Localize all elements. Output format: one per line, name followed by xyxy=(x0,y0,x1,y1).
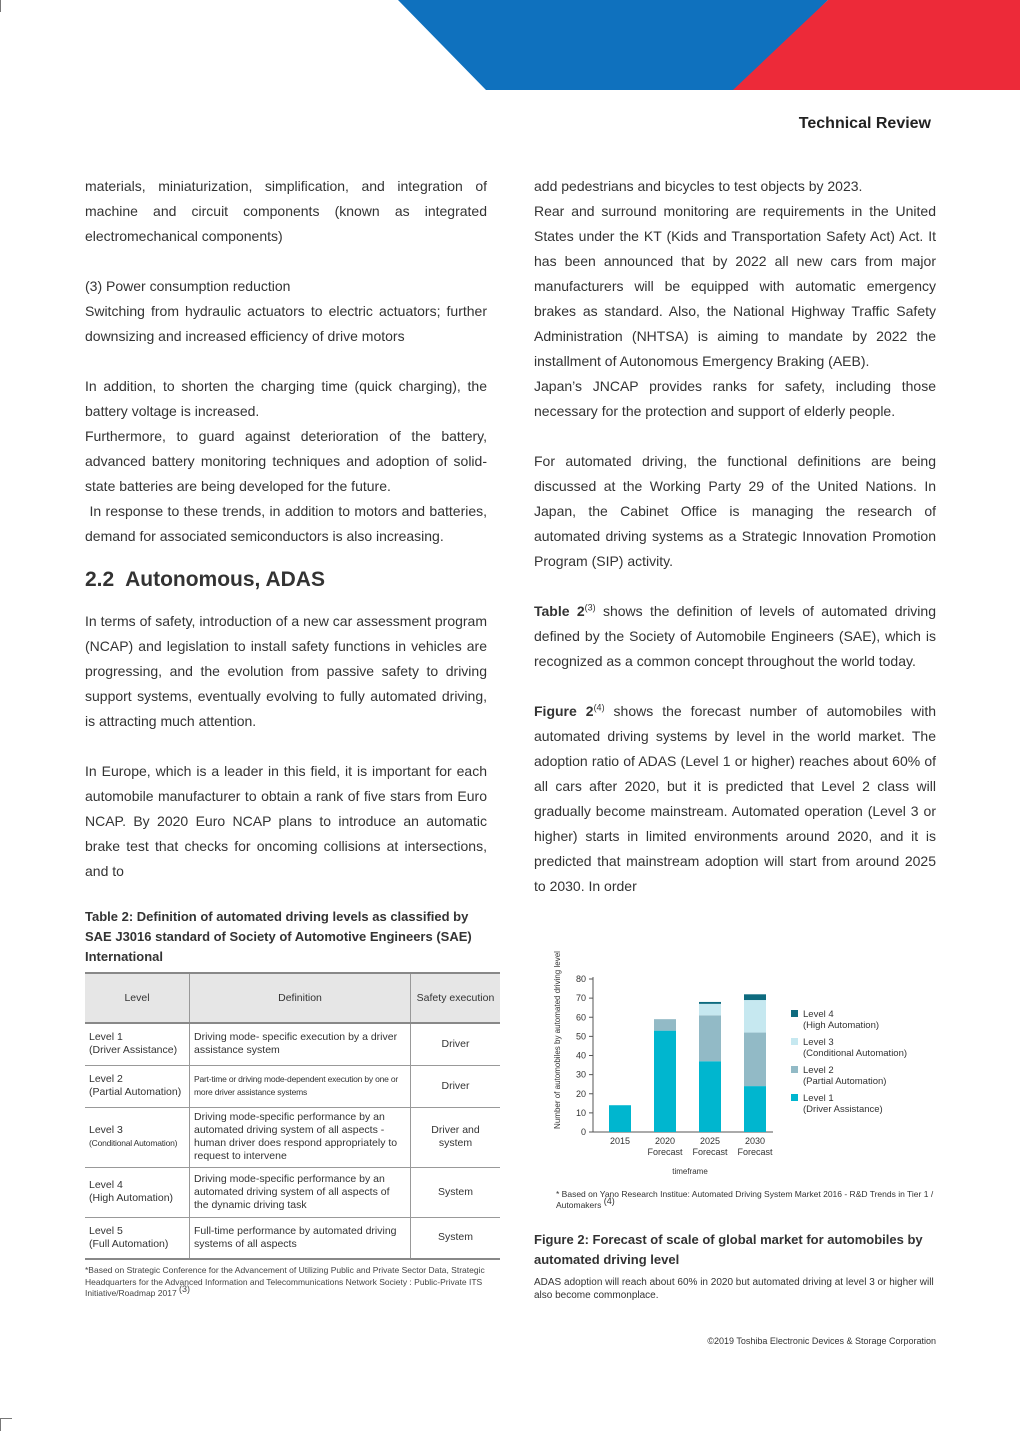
table-row xyxy=(85,1023,500,1065)
legend-swatch xyxy=(791,1066,798,1073)
bar-segment xyxy=(744,1033,766,1087)
definition-cell: Driving mode- specific execution by a driver assistance system xyxy=(190,1023,411,1065)
figure-source-note: * Based on Yano Research Institue: Automated Driving System Market 2016 - R&D Trends in Tier 1 / Automakers (4) xyxy=(556,1189,934,1210)
legend-label: Level 4 xyxy=(803,1009,834,1020)
section-heading: 2.2 Autonomous, ADAS xyxy=(85,568,325,591)
crop-mark xyxy=(0,0,1,12)
y-tick-label: 40 xyxy=(575,1050,586,1061)
bar-segment xyxy=(609,1105,631,1132)
paragraph xyxy=(534,599,936,674)
level-cell: Level 3 (Conditional Automation) xyxy=(85,1107,190,1167)
definition-cell: Full-time performance by automated driving systems of all aspects xyxy=(190,1217,411,1259)
execution-cell: Driver xyxy=(411,1023,501,1065)
crop-mark xyxy=(0,1418,12,1419)
figure-caption: Figure 2: Forecast of scale of global market for automobiles by automated driving level xyxy=(534,1232,923,1267)
paragraph xyxy=(534,699,936,899)
definition-cell: Driving mode-specific performance by an automated driving system of all aspects of the dynamic driving task xyxy=(190,1167,411,1217)
bar-segment xyxy=(654,1031,676,1132)
citation: (4) xyxy=(593,702,605,713)
execution-cell: System xyxy=(411,1217,501,1259)
level-cell: Level 2 (Partial Automation) xyxy=(85,1065,190,1107)
x-tick-label: 2025 xyxy=(699,1136,721,1146)
legend-label: Level 3 xyxy=(803,1037,834,1048)
x-axis-label: timeframe xyxy=(672,1167,708,1176)
paragraph: Switching from hydraulic actuators to electric actuators; further downsizing and increased efficiency of drive motors xyxy=(85,303,487,344)
column-header: Definition xyxy=(190,973,411,1023)
header-banner xyxy=(0,0,1020,90)
bar-segment xyxy=(744,994,766,1000)
bar-segment xyxy=(744,1000,766,1033)
crop-mark xyxy=(0,1418,1,1431)
x-tick-label: Forecast xyxy=(647,1147,683,1157)
forecast-chart xyxy=(548,940,938,1185)
x-tick-label: 2030 xyxy=(744,1136,766,1146)
y-tick-label: 80 xyxy=(575,974,586,984)
right-column xyxy=(534,174,936,899)
y-axis-label: Number of automobiles by automated driving level xyxy=(553,951,562,1129)
levels-table xyxy=(85,972,500,1260)
table-row xyxy=(85,1107,500,1167)
level-cell: Level 1 (Driver Assistance) xyxy=(85,1023,190,1065)
figure-reference: Figure 2 xyxy=(534,703,594,719)
table-row xyxy=(85,1167,500,1217)
legend-swatch xyxy=(791,1038,798,1045)
paragraph: In Europe, which is a leader in this field, it is important for each automobile manufacturer to obtain a rank of five stars from Euro NCAP. By 2020 Euro NCAP plans to introduce an automatic brake test that checks for oncoming collisions at intersections, and to xyxy=(85,763,487,879)
table-footnote: *Based on Strategic Conference for the Advancement of Utilizing Public and Private Sector Data, Strategic Headquarters for the Advanced Information and Telecommunications Network Society : Public-Private ITS Initiative/Roadmap 2017 (3) xyxy=(85,1265,485,1298)
table-row xyxy=(85,1217,500,1259)
bar-segment xyxy=(699,1015,721,1061)
y-tick-label: 30 xyxy=(575,1069,586,1080)
paragraph-text: shows the forecast number of automobiles with automated driving systems by level in the world market. The adoption ratio of ADAS (Level 1 or higher) reaches about 60% of all cars after 2020, but it is predicted that Level 2 class will gradually become mainstream. Automated operation (Level 3 or higher) starts in limited environments around 2020, and it is predicted that mainstream adoption will start from around 2025 to 2030. In order xyxy=(534,703,936,894)
legend-label: Level 1 xyxy=(803,1093,834,1104)
bar-segment xyxy=(654,1019,676,1030)
y-tick-label: 70 xyxy=(575,993,586,1004)
x-tick-label: 2015 xyxy=(609,1136,631,1146)
bar-segment xyxy=(699,1061,721,1132)
figure-subcaption: ADAS adoption will reach about 60% in 2020 but automated driving at level 3 or higher will also become commonplace. xyxy=(534,1277,934,1301)
table-row xyxy=(85,1065,500,1107)
citation: (3) xyxy=(584,602,596,613)
table-header-row xyxy=(85,973,500,1023)
column-header: Safety execution xyxy=(411,973,501,1023)
copyright: ©2019 Toshiba Electronic Devices & Storage Corporation xyxy=(707,1336,936,1346)
left-column xyxy=(85,174,491,884)
execution-cell: System xyxy=(411,1167,501,1217)
paragraph: Japan’s JNCAP provides ranks for safety, including those necessary for the protection and support of elderly people. xyxy=(534,378,936,419)
section-title: Technical Review xyxy=(798,115,931,132)
legend-swatch xyxy=(791,1010,798,1017)
definition-cell: Part-time or driving mode-dependent execution by one or more driver assistance systems xyxy=(190,1065,411,1107)
table-caption: Table 2: Definition of automated driving levels as classified by SAE J3016 standard of Society of Automotive Engineers (SAE) International xyxy=(85,909,472,964)
definition-cell: Driving mode-specific performance by an automated driving system of all aspects - human driver does respond appropriately to request to intervene xyxy=(190,1107,411,1167)
paragraph: In addition, to shorten the charging time (quick charging), the battery voltage is increased. xyxy=(85,378,487,419)
y-tick-label: 50 xyxy=(575,1031,586,1042)
paragraph: In terms of safety, introduction of a new car assessment program (NCAP) and legislation to install safety functions in vehicles are progressing, and the evolution from passive safety to driving support systems, eventually evolving to fully automated driving, is attracting much attention. xyxy=(85,613,487,729)
paragraph: For automated driving, the functional definitions are being discussed at the Working Party 29 of the United Nations. In Japan, the Cabinet Office is managing the research of automated driving systems as a Strategic Innovation Promotion Program (SIP) activity. xyxy=(534,453,936,569)
bar-segment xyxy=(699,1004,721,1015)
y-tick-label: 60 xyxy=(575,1012,586,1023)
paragraph-text: shows the definition of levels of automated driving defined by the Society of Automobile Engineers (SAE), which is recognized as a common concept throughout the world today. xyxy=(534,603,936,669)
y-tick-label: 0 xyxy=(580,1127,586,1137)
legend-sublabel: (Conditional Automation) xyxy=(803,1048,908,1059)
bar-segment xyxy=(699,1002,721,1004)
table-reference: Table 2 xyxy=(534,603,585,619)
x-tick-label: 2020 xyxy=(654,1136,676,1146)
legend-sublabel: (Partial Automation) xyxy=(803,1076,887,1087)
paragraph: In response to these trends, in addition to motors and batteries, demand for associated semiconductors is also increasing. xyxy=(85,503,491,544)
execution-cell: Driver and system xyxy=(411,1107,501,1167)
y-tick-label: 20 xyxy=(575,1088,586,1099)
x-tick-label: Forecast xyxy=(692,1147,728,1157)
column-header: Level xyxy=(85,973,190,1023)
legend-sublabel: (Driver Assistance) xyxy=(803,1104,883,1115)
paragraph: Furthermore, to guard against deterioration of the battery, advanced battery monitoring techniques and adoption of solid-state batteries are being developed for the future. xyxy=(85,428,487,494)
level-cell: Level 4 (High Automation) xyxy=(85,1167,190,1217)
execution-cell: Driver xyxy=(411,1065,501,1107)
bar-segment xyxy=(744,1086,766,1132)
paragraph: materials, miniaturization, simplification, and integration of machine and circuit components (known as integrated electromechanical components) xyxy=(85,178,487,244)
x-tick-label: Forecast xyxy=(737,1147,773,1157)
paragraph: add pedestrians and bicycles to test objects by 2023. xyxy=(534,178,863,194)
legend-label: Level 2 xyxy=(803,1065,834,1076)
paragraph: Rear and surround monitoring are requirements in the United States under the KT (Kids and Transportation Safety Act) Act. It has been announced that by 2022 all new cars from major manufacturers will be equipped with automatic emergency brakes as standard. Also, the National Highway Traffic Safety Administration (NHTSA) is aiming to mandate by 2022 the installment of Autonomous Emergency Braking (AEB). xyxy=(534,203,936,369)
y-tick-label: 10 xyxy=(575,1107,586,1118)
paragraph: (3) Power consumption reduction xyxy=(85,278,291,294)
level-cell: Level 5 (Full Automation) xyxy=(85,1217,190,1259)
legend-swatch xyxy=(791,1094,798,1101)
legend-sublabel: (High Automation) xyxy=(803,1020,880,1031)
